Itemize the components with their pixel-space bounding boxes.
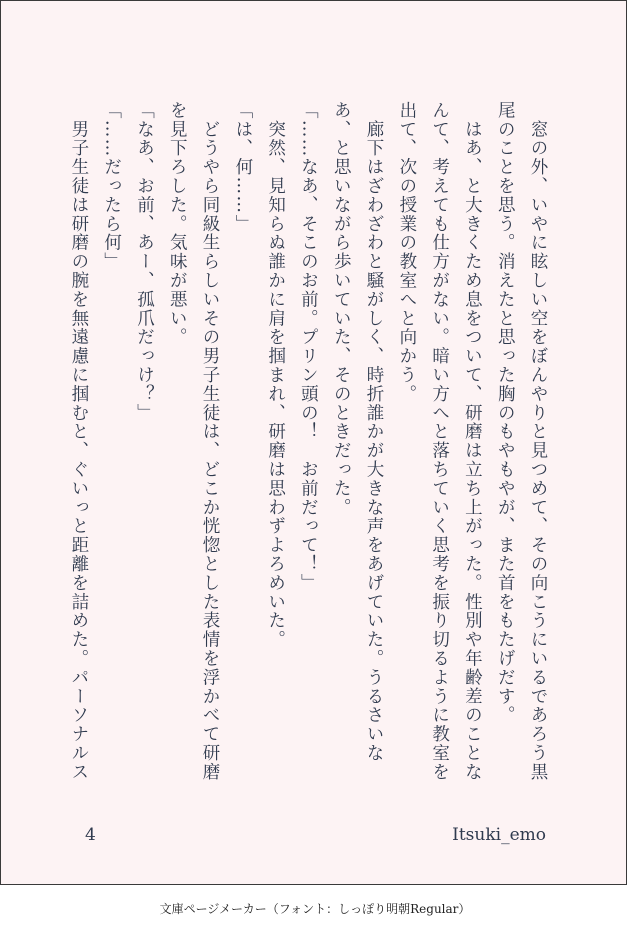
paragraph: 男子生徒は研磨の腕を無遠慮に掴むと、ぐいっと距離を詰めた。パーソナルス [68, 101, 89, 782]
paragraph: 廊下はざわざわと騒がしく、時折誰かが大きな声をあげていた。うるさいなあ、と思いながら歩いていた、そのときだった。 [331, 101, 385, 763]
paragraph: どうやら同級生らしいその男子生徒は、どこか恍惚とした表情を浮かべて研磨を見下ろした。気味が悪い。 [167, 101, 221, 782]
paragraph: 突然、見知らぬ誰かに肩を掴まれ、研磨は思わずよろめいた。 [265, 101, 286, 650]
paragraph: はあ、と大きくため息をついて、研磨は立ち上がった。性別や年齢差のことなんて、考えても仕方がない。暗い方へと落ちていく思考を振り切るように教室を出て、次の授業の教室へと向かう。 [396, 101, 483, 782]
paragraph: 窓の外、いやに眩しい空をぼんやりと見つめて、その向こうにいるであろう黒尾のことを思う。消えたと思った胸のもやもやが、また首をもたげだす。 [495, 101, 548, 782]
footer-caption: 文庫ページメーカー（フォント：しっぽり明朝Regular） [159, 902, 471, 916]
dialogue-line: 「は、何……」 [232, 101, 253, 234]
page-number: 4 [85, 825, 96, 845]
vertical-body-text [62, 101, 554, 791]
dialogue-line: 「……だったら何」 [101, 101, 122, 272]
dialogue-line: 「……なあ、そこのお前。プリン頭の！ お前だって！」 [298, 101, 319, 593]
author-name: Itsuki_emo [452, 825, 546, 845]
dialogue-line: 「なあ、お前、あー、孤爪だっけ？」 [134, 101, 155, 423]
